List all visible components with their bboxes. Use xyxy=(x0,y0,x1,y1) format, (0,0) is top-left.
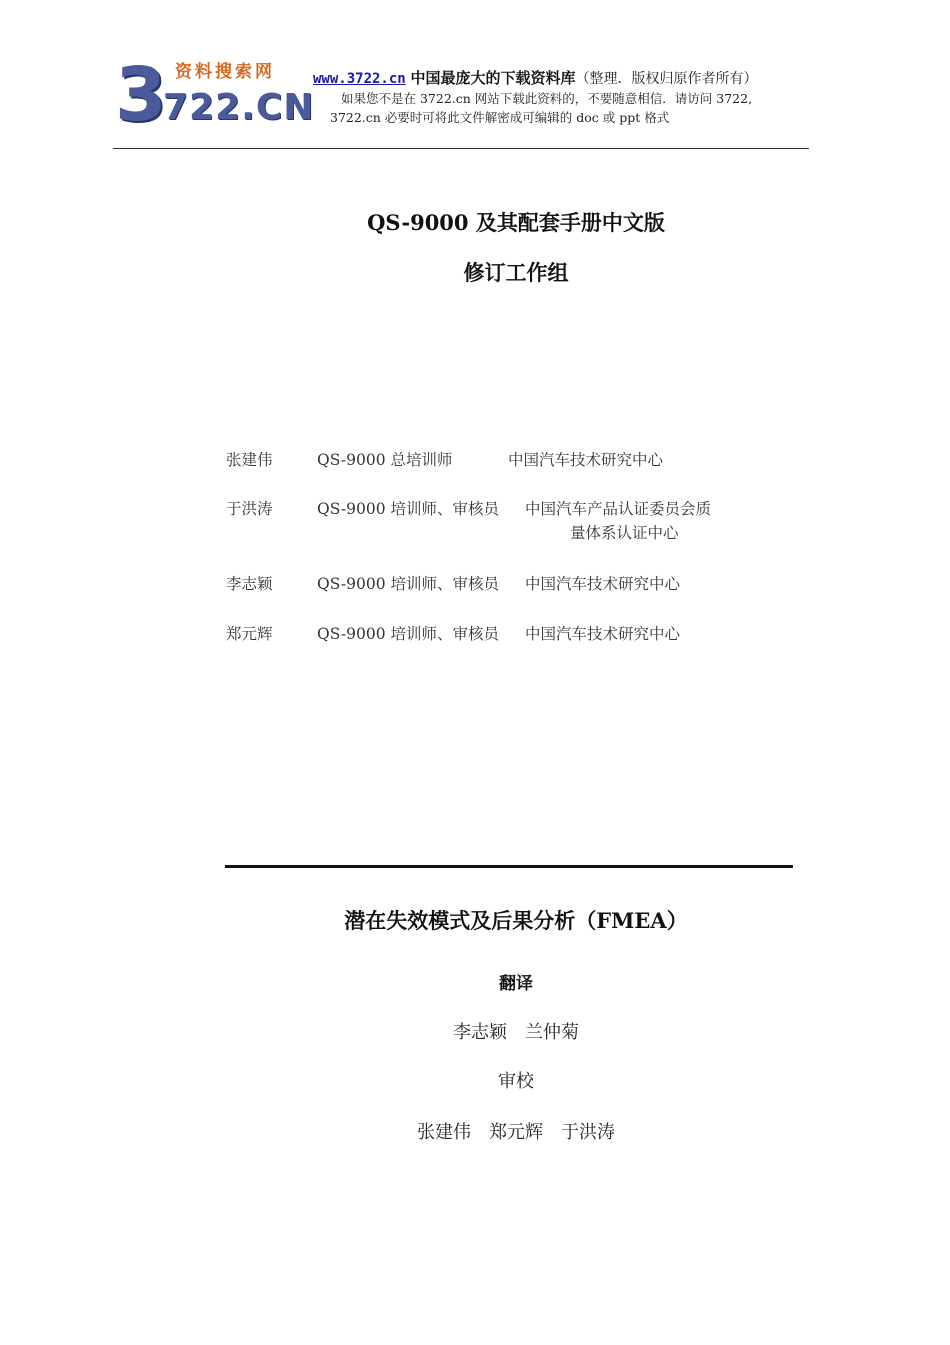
member-role: QS-9000 培训师、审核员 xyxy=(317,500,500,518)
logo-digit: 3 xyxy=(115,52,167,138)
member-role: QS-9000 培训师、审核员 xyxy=(317,575,500,593)
member-role: QS-9000 总培训师 xyxy=(317,451,453,469)
review-label: 审校 xyxy=(498,1071,534,1092)
doc-subtitle: 修订工作组 xyxy=(463,260,569,285)
manual-title: 潜在失效模式及后果分析（FMEA） xyxy=(344,908,688,933)
member-row xyxy=(0,572,950,612)
member-org: 中国汽车技术研究中心 xyxy=(525,575,681,593)
header-notice-line-1: 如果您不是在 3722.cn 网站下载此资料的，不要随意相信．请访问 3722, xyxy=(341,91,753,106)
copyright-note: （整理．版权归原作者所有） xyxy=(575,71,758,87)
site-slogan: 中国最庞大的下载资料库 xyxy=(410,69,576,87)
reviewer-name: 于洪涛 xyxy=(561,1122,615,1143)
member-name: 李志颖 xyxy=(226,575,273,593)
member-name: 于洪涛 xyxy=(226,500,273,518)
member-row xyxy=(0,622,950,662)
site-logo[interactable] xyxy=(115,52,315,138)
section-divider xyxy=(225,865,793,868)
site-url-link[interactable]: www.3722.cn xyxy=(313,71,406,87)
member-row xyxy=(0,448,950,488)
translator-list xyxy=(0,1021,950,1045)
member-name: 张建伟 xyxy=(226,451,273,469)
header-notice-line-2: 3722.cn 必要时可将此文件解密成可编辑的 doc 或 ppt 格式 xyxy=(330,110,670,125)
doc-title: QS-9000 及其配套手册中文版 xyxy=(367,210,665,235)
member-role: QS-9000 培训师、审核员 xyxy=(317,625,500,643)
translator-name: 兰仲菊 xyxy=(525,1022,579,1043)
translator-name: 李志颖 xyxy=(453,1022,507,1043)
logo-tagline: 资料搜索网 xyxy=(175,62,275,82)
header-line-1 xyxy=(313,68,758,89)
member-org-continued: 量体系认证中心 xyxy=(570,524,679,542)
member-name: 郑元辉 xyxy=(226,625,273,643)
reviewer-name: 郑元辉 xyxy=(489,1122,543,1143)
reviewer-name: 张建伟 xyxy=(417,1122,471,1143)
reviewer-list xyxy=(0,1120,950,1146)
translation-label: 翻译 xyxy=(499,974,533,994)
header-divider xyxy=(113,148,809,149)
member-org: 中国汽车技术研究中心 xyxy=(508,451,664,469)
member-row xyxy=(0,497,950,549)
member-org: 中国汽车产品认证委员会质 xyxy=(525,500,712,518)
logo-text: 722.CN xyxy=(163,87,315,128)
member-org: 中国汽车技术研究中心 xyxy=(525,625,681,643)
